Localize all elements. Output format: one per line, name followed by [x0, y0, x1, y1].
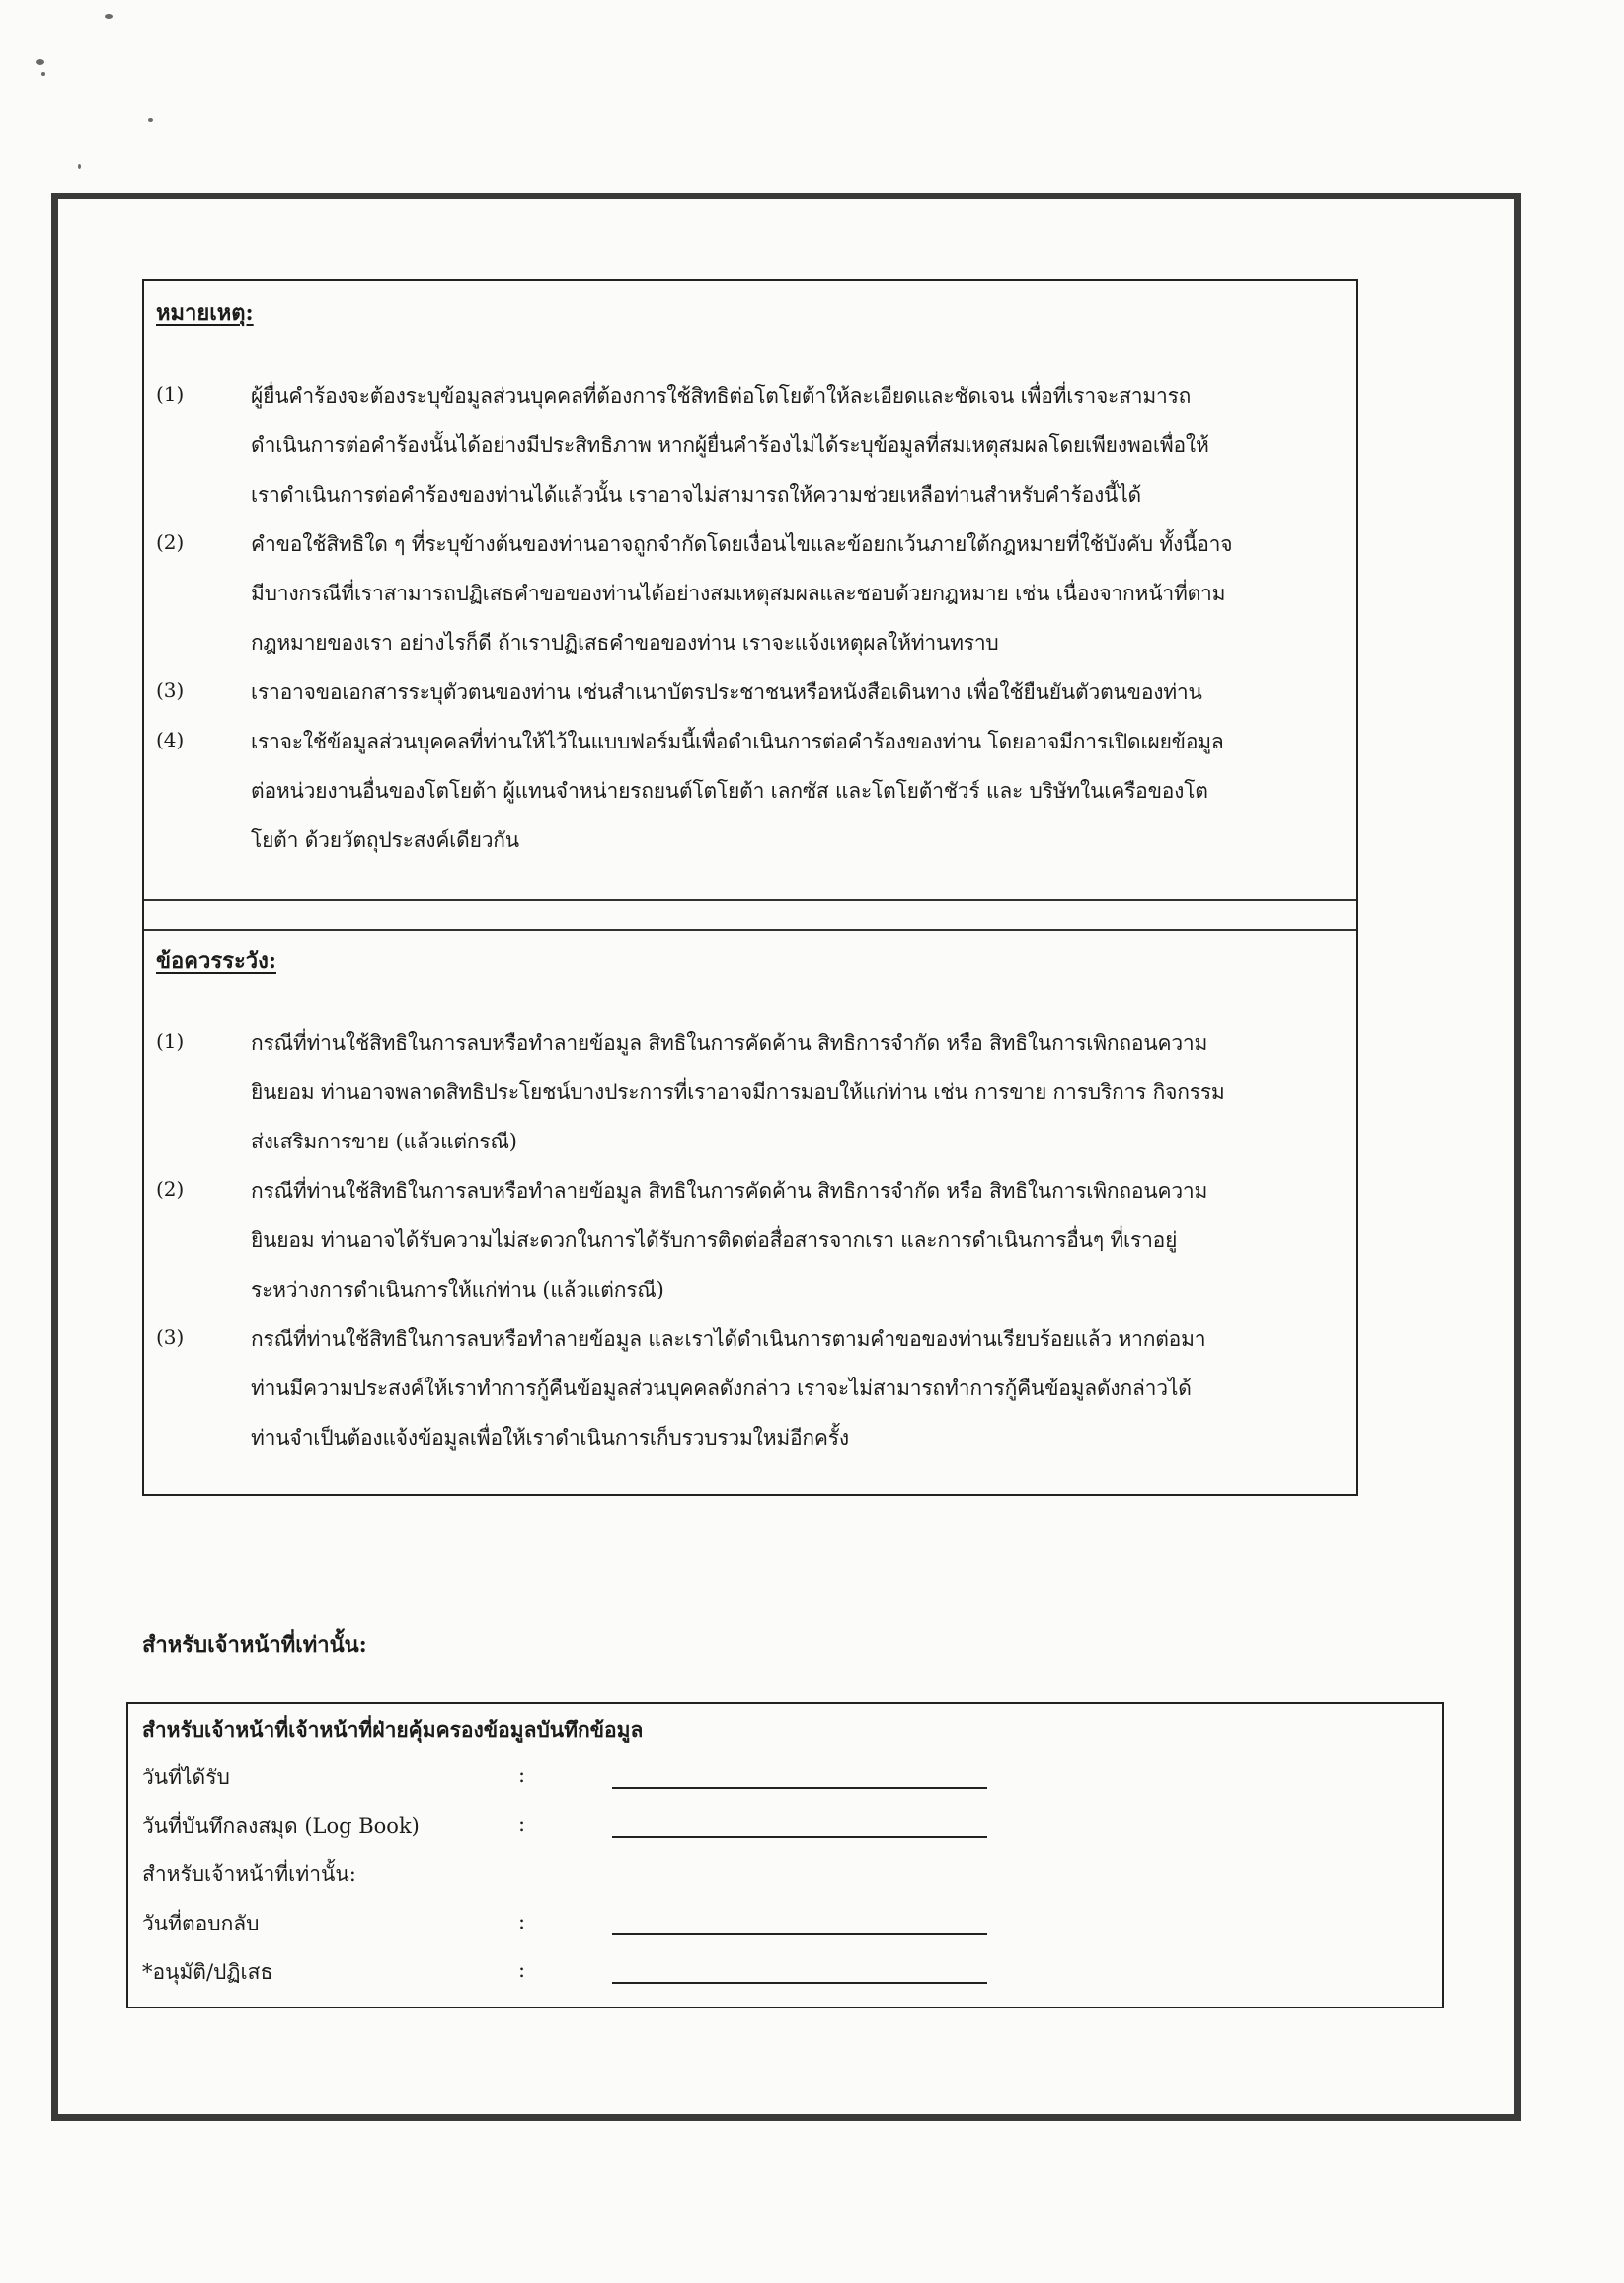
caution-line: กรณีที่ท่านใช้สิทธิในการลบหรือทำลายข้อมูล สิทธิในการคัดค้าน สิทธิการจำกัด หรือ สิทธิในการเพิกถอนความ [251, 1031, 1208, 1055]
note-line: ต่อหน่วยงานอื่นของโตโยต้า ผู้แทนจำหน่ายรถยนต์โตโยต้า เลกซัส และโตโยต้าชัวร์ และ บริษัทในเครือของโต [251, 779, 1208, 803]
note-line: คำขอใช้สิทธิใด ๆ ที่ระบุข้างต้นของท่านอาจถูกจำกัดโดยเงื่อนไขและข้อยกเว้นภายใต้กฎหมายที่ใช้บังคับ ทั้งนี้อาจ [251, 532, 1233, 556]
note-number: (1) [156, 382, 185, 406]
note-line: ดำเนินการต่อคำร้องนั้นได้อย่างมีประสิทธิภาพ หากผู้ยื่นคำร้องไม่ได้ระบุข้อมูลที่สมเหตุสมผลโดยเพียงพอเพื่อให้ [251, 433, 1209, 457]
officer-only-subheading: สำหรับเจ้าหน้าที่เท่านั้น: [142, 1862, 356, 1886]
caution-line: ท่านจำเป็นต้องแจ้งข้อมูลเพื่อให้เราดำเนินการเก็บรวบรวมใหม่อีกครั้ง [251, 1426, 849, 1450]
notes-and-cautions-box [142, 279, 1358, 1496]
note-line: เราอาจขอเอกสารระบุตัวตนของท่าน เช่นสำเนาบัตรประชาชนหรือหนังสือเดินทาง เพื่อใช้ยืนยันตัวตนของท่าน [251, 680, 1202, 704]
field-colon: : [518, 1910, 526, 1933]
note-line: กฎหมายของเรา อย่างไรก็ดี ถ้าเราปฏิเสธคำขอของท่าน เราจะแจ้งเหตุผลให้ท่านทราบ [251, 631, 999, 655]
approve-reject-field[interactable] [612, 1982, 987, 1984]
section-divider [144, 929, 1356, 931]
caution-number: (3) [156, 1325, 185, 1349]
approve-reject-row [128, 1956, 1442, 1996]
scan-speck [148, 118, 153, 122]
scan-speck [78, 164, 81, 169]
note-line: โยต้า ด้วยวัตถุประสงค์เดียวกัน [251, 828, 519, 852]
logbook-date-label: วันที่บันทึกลงสมุด (Log Book) [142, 1814, 420, 1838]
caution-line: ระหว่างการดำเนินการให้แก่ท่าน (แล้วแต่กรณี) [251, 1278, 664, 1301]
caution-number: (2) [156, 1177, 185, 1201]
note-line: ผู้ยื่นคำร้องจะต้องระบุข้อมูลส่วนบุคคลที่ต้องการใช้สิทธิต่อโตโยต้าให้ละเอียดและชัดเจน เพื่อที่เราจะสามารถ [251, 384, 1192, 408]
caution-line: กรณีที่ท่านใช้สิทธิในการลบหรือทำลายข้อมูล สิทธิในการคัดค้าน สิทธิการจำกัด หรือ สิทธิในการเพิกถอนความ [251, 1179, 1208, 1203]
notes-heading: หมายเหตุ: [156, 300, 254, 326]
field-colon: : [518, 1812, 526, 1836]
note-line: เราจะใช้ข้อมูลส่วนบุคคลที่ท่านให้ไว้ในแบบฟอร์มนี้เพื่อดำเนินการต่อคำร้องของท่าน โดยอาจมีการเปิดเผยข้อมูล [251, 730, 1224, 753]
note-line: มีบางกรณีที่เราสามารถปฏิเสธคำขอของท่านได้อย่างสมเหตุสมผลและชอบด้วยกฎหมาย เช่น เนื่องจากหน้าที่ตาม [251, 582, 1226, 605]
logbook-date-field[interactable] [612, 1836, 987, 1838]
officer-record-box [126, 1702, 1444, 2008]
field-colon: : [518, 1764, 526, 1787]
officer-box-heading: สำหรับเจ้าหน้าที่เจ้าหน้าที่ฝ่ายคุ้มครองข้อมูลบันทึกข้อมูล [142, 1717, 644, 1742]
caution-line: ท่านมีความประสงค์ให้เราทำการกู้คืนข้อมูลส่วนบุคคลดังกล่าว เราจะไม่สามารถทำการกู้คืนข้อมูลดังกล่าวได้ [251, 1377, 1192, 1400]
caution-number: (1) [156, 1029, 185, 1053]
caution-line: กรณีที่ท่านใช้สิทธิในการลบหรือทำลายข้อมูล และเราได้ดำเนินการตามคำขอของท่านเรียบร้อยแล้ว หากต่อมา [251, 1327, 1206, 1351]
reply-date-field[interactable] [612, 1933, 987, 1935]
scan-speck [41, 72, 45, 76]
caution-line: ยินยอม ท่านอาจพลาดสิทธิประโยชน์บางประการที่เราอาจมีการมอบให้แก่ท่าน เช่น การขาย การบริการ กิจกรรม [251, 1080, 1225, 1104]
approve-reject-label: *อนุมัติ/ปฏิเสธ [142, 1960, 273, 1984]
caution-line: ส่งเสริมการขาย (แล้วแต่กรณี) [251, 1130, 517, 1153]
note-number: (3) [156, 678, 185, 702]
officer-only-subheading-row [128, 1858, 1442, 1898]
logbook-date-row [128, 1810, 1442, 1850]
reply-date-label: วันที่ตอบกลับ [142, 1912, 260, 1935]
scan-speck [36, 59, 44, 65]
cautions-heading: ข้อควรระวัง: [156, 948, 276, 974]
note-number: (4) [156, 728, 185, 751]
scan-speck [105, 14, 113, 19]
officer-only-title: สำหรับเจ้าหน้าที่เท่านั้น: [142, 1632, 367, 1658]
note-number: (2) [156, 530, 185, 554]
date-received-field[interactable] [612, 1787, 987, 1789]
note-line: เราดำเนินการต่อคำร้องของท่านได้แล้วนั้น เราอาจไม่สามารถให้ความช่วยเหลือท่านสำหรับคำร้องนี้ได้ [251, 483, 1141, 507]
reply-date-row [128, 1908, 1442, 1947]
caution-line: ยินยอม ท่านอาจได้รับความไม่สะดวกในการได้รับการติดต่อสื่อสารจากเรา และการดำเนินการอื่นๆ ที่เราอยู่ [251, 1228, 1178, 1252]
section-divider [144, 899, 1356, 901]
date-received-row [128, 1762, 1442, 1801]
field-colon: : [518, 1958, 526, 1982]
date-received-label: วันที่ได้รับ [142, 1766, 230, 1789]
